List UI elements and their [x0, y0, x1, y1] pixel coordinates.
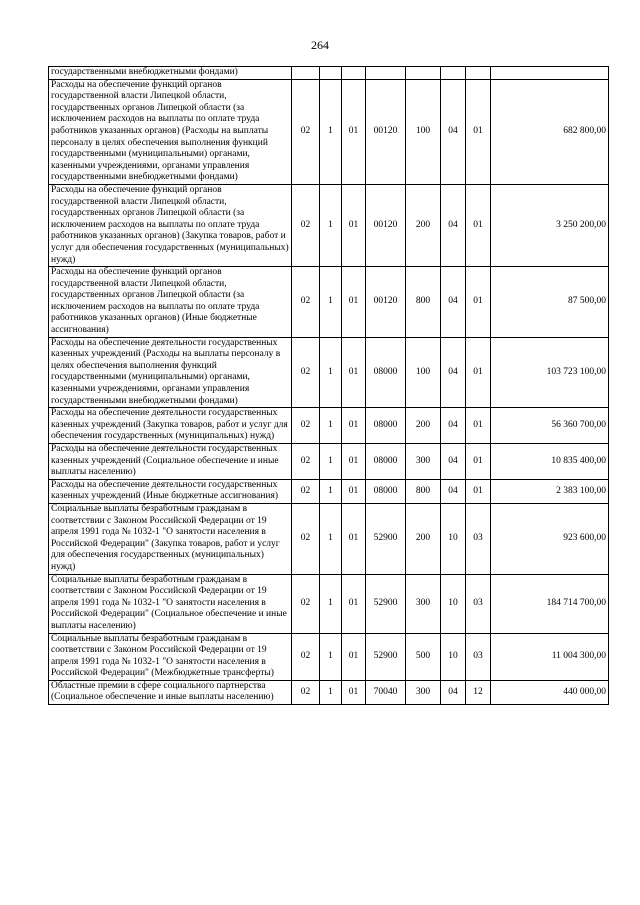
row-description: Социальные выплаты безработным гражданам в соответствии с Законом Российской Федерации от 19 апреля 1991 года № 1032-1 "О занятости населения в Российской Федерации" (Социальное обеспечение и иные выплаты населению)	[49, 574, 292, 633]
subprogram-code: 1	[320, 574, 342, 633]
program-code: 02	[292, 408, 320, 444]
direction-code: 70040	[366, 680, 406, 704]
subsection-code: 01	[466, 444, 491, 480]
subsection-code: 01	[466, 337, 491, 408]
expense-type-code: 800	[406, 267, 441, 338]
table-row	[49, 574, 609, 633]
program-code: 02	[292, 79, 320, 184]
section-code	[441, 67, 466, 80]
row-description: Расходы на обеспечение деятельности государственных казенных учреждений (Закупка товаров, работ и услуг для обеспечения государственных (муниципальных) нужд)	[49, 408, 292, 444]
section-code: 04	[441, 444, 466, 480]
row-description: Расходы на обеспечение деятельности государственных казенных учреждений (Социальное обеспечение и иные выплаты населению)	[49, 444, 292, 480]
direction-code: 00120	[366, 267, 406, 338]
direction-code: 00120	[366, 79, 406, 184]
direction-code: 08000	[366, 444, 406, 480]
expense-type-code: 200	[406, 184, 441, 266]
expense-type-code: 300	[406, 574, 441, 633]
expense-type-code: 100	[406, 337, 441, 408]
program-code: 02	[292, 444, 320, 480]
event-code: 01	[342, 444, 366, 480]
expense-type-code: 800	[406, 479, 441, 503]
event-code: 01	[342, 479, 366, 503]
event-code: 01	[342, 337, 366, 408]
page-number: 264	[311, 38, 329, 52]
program-code: 02	[292, 503, 320, 574]
amount: 184 714 700,00	[491, 574, 609, 633]
row-description: Расходы на обеспечение функций органов государственной власти Липецкой области, государственных органов Липецкой области (за исключением расходов на выплаты по оплате труда работников указанных органов) (Расходы на выплаты персоналу в целях обеспечения выполнения функций государственными (муниципальными) органами, казенными учреждениями, органами управления государственными внебюджетными фондами)	[49, 79, 292, 184]
subprogram-code: 1	[320, 503, 342, 574]
subprogram-code: 1	[320, 408, 342, 444]
subsection-code: 01	[466, 267, 491, 338]
event-code: 01	[342, 79, 366, 184]
expense-type-code: 300	[406, 444, 441, 480]
subsection-code: 12	[466, 680, 491, 704]
subsection-code: 03	[466, 633, 491, 680]
expense-type-code: 200	[406, 408, 441, 444]
expense-type-code: 300	[406, 680, 441, 704]
subprogram-code: 1	[320, 633, 342, 680]
section-code: 10	[441, 574, 466, 633]
row-description: Социальные выплаты безработным гражданам в соответствии с Законом Российской Федерации от 19 апреля 1991 года № 1032-1 "О занятости населения в Российской Федерации" (Межбюджетные трансферты)	[49, 633, 292, 680]
row-description: Расходы на обеспечение функций органов государственной власти Липецкой области, государственных органов Липецкой области (за исключением расходов на выплаты по оплате труда работников указанных органов) (Закупка товаров, работ и услуг для обеспечения государственных (муниципальных) нужд)	[49, 184, 292, 266]
section-code: 04	[441, 680, 466, 704]
program-code: 02	[292, 680, 320, 704]
expense-type-code: 100	[406, 79, 441, 184]
subsection-code	[466, 67, 491, 80]
amount: 10 835 400,00	[491, 444, 609, 480]
subprogram-code: 1	[320, 337, 342, 408]
program-code: 02	[292, 574, 320, 633]
program-code: 02	[292, 337, 320, 408]
section-code: 10	[441, 503, 466, 574]
budget-table	[48, 66, 609, 705]
subprogram-code: 1	[320, 444, 342, 480]
expense-type-code: 200	[406, 503, 441, 574]
subprogram-code: 1	[320, 267, 342, 338]
direction-code: 08000	[366, 479, 406, 503]
row-description: Расходы на обеспечение деятельности государственных казенных учреждений (Иные бюджетные ассигнования)	[49, 479, 292, 503]
table-row	[49, 67, 609, 80]
event-code: 01	[342, 633, 366, 680]
row-description: Расходы на обеспечение функций органов государственной власти Липецкой области, государственных органов Липецкой области (за исключением расходов на выплаты по оплате труда работников указанных органов) (Иные бюджетные ассигнования)	[49, 267, 292, 338]
program-code	[292, 67, 320, 80]
table-row	[49, 337, 609, 408]
section-code: 04	[441, 79, 466, 184]
amount: 682 800,00	[491, 79, 609, 184]
section-code: 10	[441, 633, 466, 680]
amount: 3 250 200,00	[491, 184, 609, 266]
amount: 87 500,00	[491, 267, 609, 338]
direction-code: 52900	[366, 574, 406, 633]
amount: 103 723 100,00	[491, 337, 609, 408]
subprogram-code: 1	[320, 184, 342, 266]
event-code: 01	[342, 503, 366, 574]
table-row	[49, 408, 609, 444]
subsection-code: 01	[466, 184, 491, 266]
row-description: Социальные выплаты безработным гражданам в соответствии с Законом Российской Федерации от 19 апреля 1991 года № 1032-1 "О занятости населения в Российской Федерации" (Закупка товаров, работ и услуг для обеспечения государственных (муниципальных) нужд)	[49, 503, 292, 574]
amount: 2 383 100,00	[491, 479, 609, 503]
table-row	[49, 680, 609, 704]
direction-code: 52900	[366, 503, 406, 574]
section-code: 04	[441, 479, 466, 503]
subsection-code: 01	[466, 79, 491, 184]
table-row	[49, 444, 609, 480]
direction-code	[366, 67, 406, 80]
event-code: 01	[342, 408, 366, 444]
expense-type-code	[406, 67, 441, 80]
direction-code: 52900	[366, 633, 406, 680]
table-row	[49, 184, 609, 266]
section-code: 04	[441, 408, 466, 444]
section-code: 04	[441, 337, 466, 408]
table-row	[49, 79, 609, 184]
section-code: 04	[441, 184, 466, 266]
table-row	[49, 267, 609, 338]
event-code: 01	[342, 184, 366, 266]
amount: 923 600,00	[491, 503, 609, 574]
table-row	[49, 633, 609, 680]
expense-type-code: 500	[406, 633, 441, 680]
direction-code: 08000	[366, 337, 406, 408]
direction-code: 08000	[366, 408, 406, 444]
program-code: 02	[292, 633, 320, 680]
amount: 56 360 700,00	[491, 408, 609, 444]
subprogram-code: 1	[320, 479, 342, 503]
row-description: Расходы на обеспечение деятельности государственных казенных учреждений (Расходы на выплаты персоналу в целях обеспечения выполнения функций государственными (муниципальными) органами, казенными учреждениями, органами управления государственными внебюджетными фондами)	[49, 337, 292, 408]
event-code	[342, 67, 366, 80]
row-description: государственными внебюджетными фондами)	[49, 67, 292, 80]
amount: 440 000,00	[491, 680, 609, 704]
program-code: 02	[292, 479, 320, 503]
subsection-code: 03	[466, 574, 491, 633]
subsection-code: 01	[466, 479, 491, 503]
subprogram-code: 1	[320, 79, 342, 184]
amount: 11 004 300,00	[491, 633, 609, 680]
direction-code: 00120	[366, 184, 406, 266]
program-code: 02	[292, 184, 320, 266]
table-row	[49, 479, 609, 503]
section-code: 04	[441, 267, 466, 338]
subsection-code: 01	[466, 408, 491, 444]
program-code: 02	[292, 267, 320, 338]
row-description: Областные премии в сфере социального партнерства (Социальное обеспечение и иные выплаты населению)	[49, 680, 292, 704]
amount	[491, 67, 609, 80]
subprogram-code: 1	[320, 680, 342, 704]
event-code: 01	[342, 680, 366, 704]
table-row	[49, 503, 609, 574]
event-code: 01	[342, 574, 366, 633]
subsection-code: 03	[466, 503, 491, 574]
subprogram-code	[320, 67, 342, 80]
event-code: 01	[342, 267, 366, 338]
